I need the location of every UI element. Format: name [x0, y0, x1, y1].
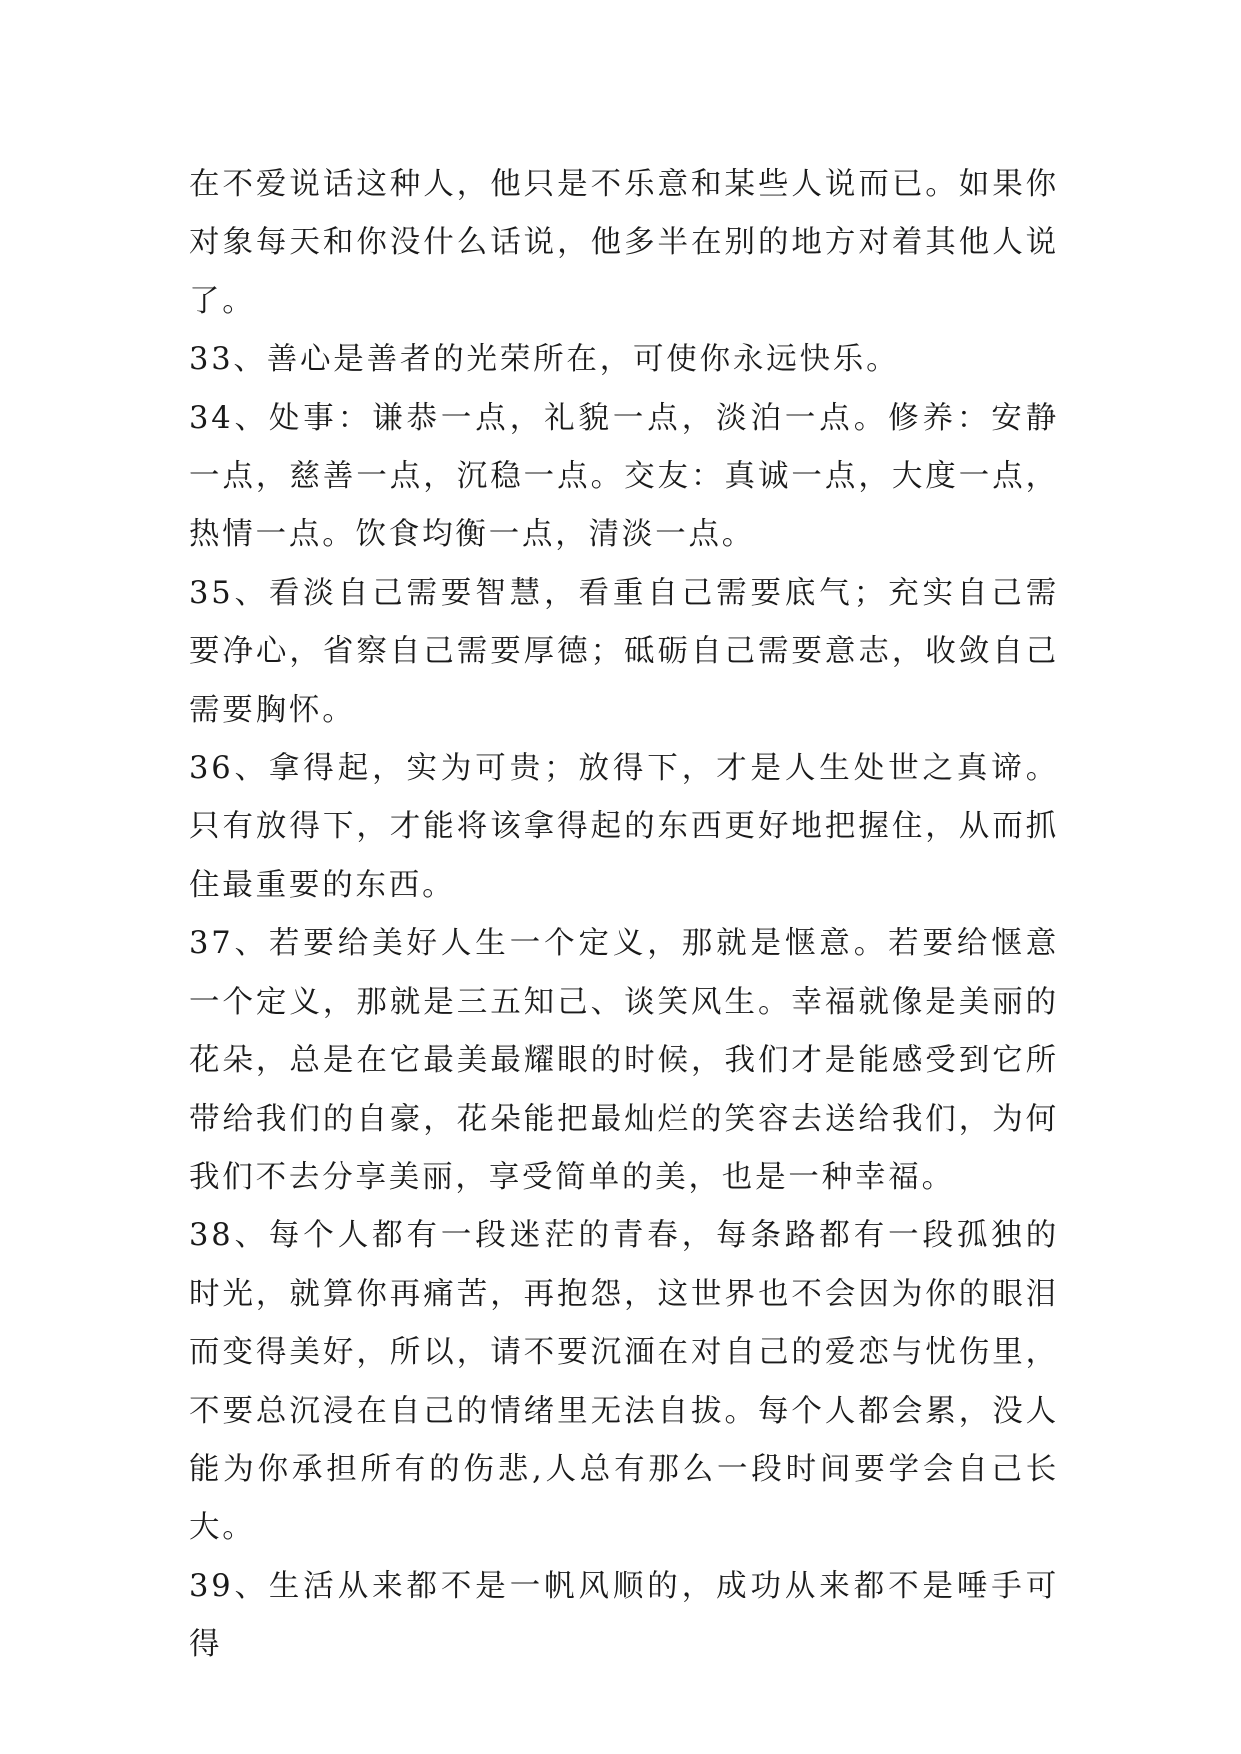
paragraph-34: 34、处事：谦恭一点，礼貌一点，淡泊一点。修养：安静一点，慈善一点，沉稳一点。交友：真诚一点，大度一点，热情一点。饮食均衡一点，清淡一点。	[189, 400, 1059, 553]
paragraph-36: 36、拿得起，实为可贵；放得下，才是人生处世之真谛。只有放得下，才能将该拿得起的东西更好地把握住，从而抓住最重要的东西。	[189, 751, 1059, 903]
paragraph-33: 33、善心是善者的光荣所在，可使你永远快乐。	[189, 342, 900, 378]
document-body	[189, 156, 1059, 1675]
paragraph-38: 38、每个人都有一段迷茫的青春，每条路都有一段孤独的时光，就算你再痛苦，再抱怨，这世界也不会因为你的眼泪而变得美好，所以，请不要沉湎在对自己的爱恋与忧伤里，不要总沉浸在自己的情绪里无法自拔。每个人都会累，没人能为你承担所有的伤悲,人总有那么一段时间要学会自己长大。	[189, 1218, 1059, 1546]
paragraph-continuation: 在不爱说话这种人，他只是不乐意和某些人说而已。如果你对象每天和你没什么话说，他多半在别的地方对着其他人说了。	[189, 167, 1059, 319]
paragraph-37: 37、若要给美好人生一个定义，那就是惬意。若要给惬意一个定义，那就是三五知己、谈笑风生。幸福就像是美丽的花朵，总是在它最美最耀眼的时候，我们才是能感受到它所带给我们的自豪，花朵能把最灿烂的笑容去送给我们，为何我们不去分享美丽，享受简单的美，也是一种幸福。	[189, 926, 1059, 1195]
paragraph-39: 39、生活从来都不是一帆风顺的，成功从来都不是唾手可得	[189, 1568, 1059, 1663]
paragraph-35: 35、看淡自己需要智慧，看重自己需要底气；充实自己需要净心，省察自己需要厚德；砥砺自己需要意志，收敛自己需要胸怀。	[189, 575, 1059, 728]
